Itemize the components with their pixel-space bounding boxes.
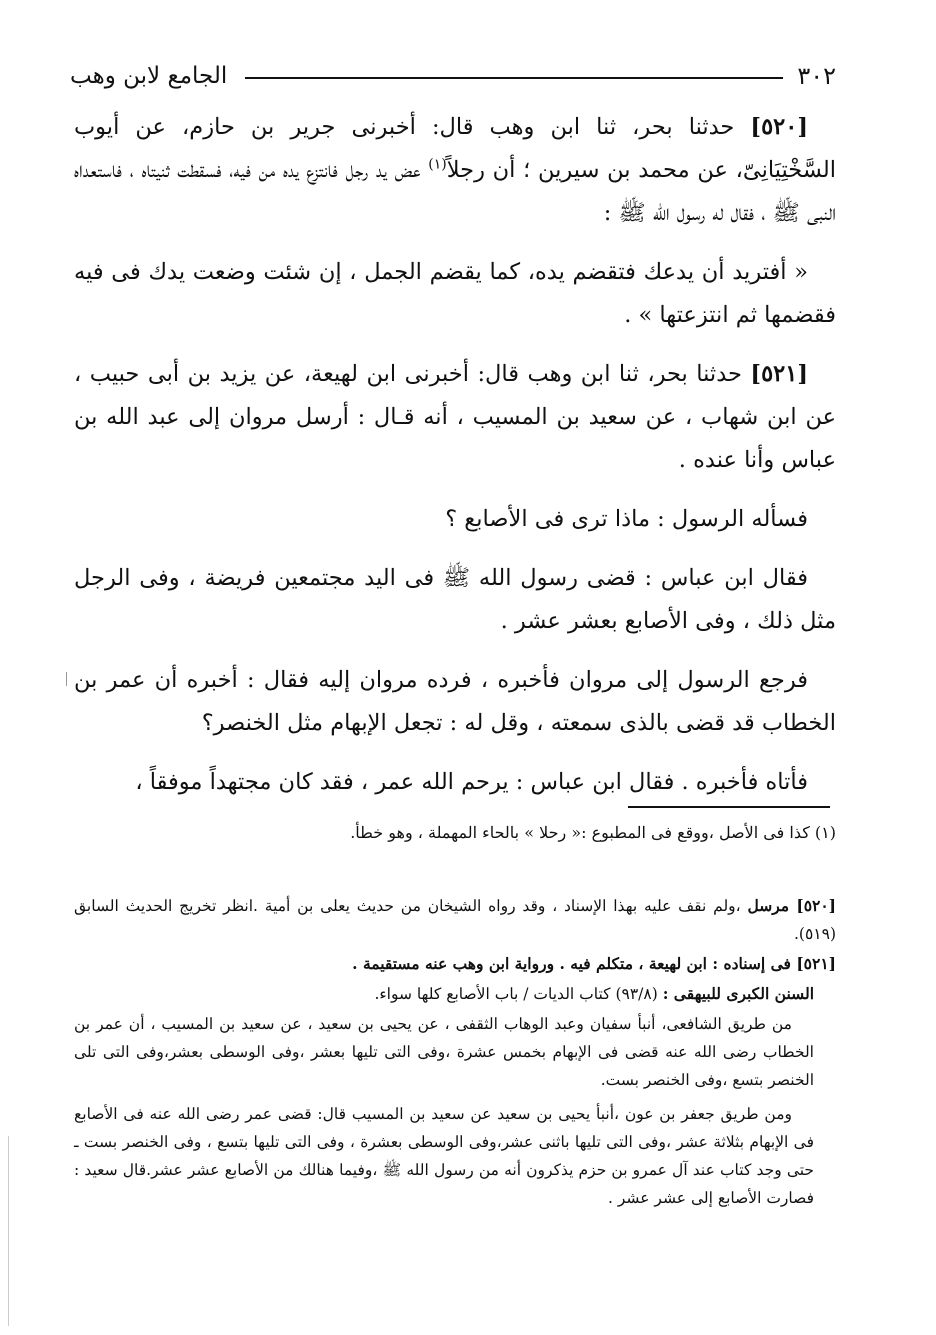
paragraph: فرجع الرسول إلى مروان فأخبره ، فرده مروان إليه فقال : أخبره أن عمر بن الخطاب قد قضى بالذى سمعته ، وقل له : تجعل الإبهام مثل الخنصر؟ — [74, 667, 836, 736]
scan-edge-line — [8, 1136, 9, 1326]
margin-mark — [66, 672, 67, 686]
quote-paragraph: من طريق الشافعى، أنبأ سفيان وعبد الوهاب الثقفى ، عن يحيى بن سعيد ، عن سعيد بن المسيب ، أن عمر بن الخطاب رضى الله عنه قضى فى الإبهام بخمس عشرة ،وفى التى تليها بعشر ،وفى الوسطى بعشر،وفى التى تلى الخنصر بتسع ،وفى الخنصر بست. — [74, 1015, 814, 1089]
takhrij-entry-520 — [74, 892, 836, 948]
header-rule — [245, 77, 783, 79]
hadith-number: [٥٢٠] — [750, 114, 808, 140]
source-ref: (٩٣/٨) كتاب الديات / باب الأصابع كلها سواء. — [374, 985, 663, 1003]
source-quote — [74, 1010, 836, 1212]
page-header — [70, 56, 836, 96]
takhrij-text: ،ولم نقف عليه بهذا الإسناد ، وقد رواه الشيخان من حديث يعلى بن أمية .انظر تخريج الحديث السابق (٥١٩). — [74, 897, 836, 943]
footnote-rule — [628, 806, 830, 808]
main-text — [74, 106, 836, 820]
quote-paragraph: ومن طريق جعفر بن عون ،أنبأ يحيى بن سعيد عن سعيد بن المسيب قال: قضى عمر رضى الله عنه فى الأصابع فى الإبهام بثلاثة عشر ،وفى التى تليها باثنى عشر،وفى الوسطى بعشرة ، وفى التى تليها بتسع ، وفى الخنصر بست ـ حتى وجد كتاب عند آل عمرو بن حزم يذكرون أنه من رسول الله ﷺ ،وفيما هنالك من الأصابع عشر عشر.قال سعيد : فصارت الأصابع إلى عشر عشر . — [74, 1105, 814, 1207]
hadith-text: حدثنا بحر، ثنا ابن وهب قال: أخبرنى جرير بن حازم، عن أيوب السَّخْتِيَانِىّ، عن محمد بن سيرين ؛ أن رجلاً — [74, 114, 836, 183]
paragraph: فسأله الرسول : ماذا ترى فى الأصابع ؟ — [445, 506, 808, 532]
page-number: ٣٠٢ — [797, 62, 836, 90]
source-citation — [74, 980, 836, 1008]
hadith-number: [٥٢١] — [750, 361, 808, 387]
hadith-text-cont: عض يد رجل فانتزع يده من فيه، فسقطت ثنيتاه ، فاستعداه النبى ﷺ ، فقال له رسول الله ﷺ : — [74, 157, 836, 226]
takhrij-label: [٥٢٠] مرسل — [747, 896, 837, 915]
prophetic-quote: « أفتريد أن يدعك فتقضم يده، كما يقضم الجمل ، إن شئت وضعت يدك فى فيه فقضمها ثم انتزعتها » . — [74, 259, 836, 328]
hadith-text: حدثنا بحر، ثنا ابن وهب قال: أخبرنى ابن لهيعة، عن يزيد بن أبى حبيب ، عن ابن شهاب ، عن سعيد بن المسيب ، أنه قـال : أرسل مروان إلى عبد الله بن عباس وأنا عنده . — [74, 361, 836, 473]
book-title: الجامع لابن وهب — [70, 63, 228, 89]
source-name: السنن الكبرى للبيهقى : — [662, 984, 814, 1003]
hadith-521 — [74, 353, 836, 482]
takhrij-section — [74, 892, 836, 1218]
hadith-520 — [74, 106, 836, 235]
footnote: (١) كذا فى الأصل ،ووقع فى المطبوع :« رحلا » بالحاء المهملة ، وهو خطأ. — [350, 823, 836, 842]
paragraph: فقال ابن عباس : قضى رسول الله ﷺ فى اليد مجتمعين فريضة ، وفى الرجل مثل ذلك ، وفى الأصابع بعشر عشر . — [74, 565, 836, 634]
takhrij-entry-521: [٥٢١] فى إسناده : ابن لهيعة ، متكلم فيه . ورواية ابن وهب عنه مستقيمة . — [352, 954, 836, 973]
footnote-ref: (١) — [428, 156, 447, 173]
paragraph: فأتاه فأخبره . فقال ابن عباس : يرحم الله عمر ، فقد كان مجتهداً موفقاً ، — [135, 769, 808, 795]
